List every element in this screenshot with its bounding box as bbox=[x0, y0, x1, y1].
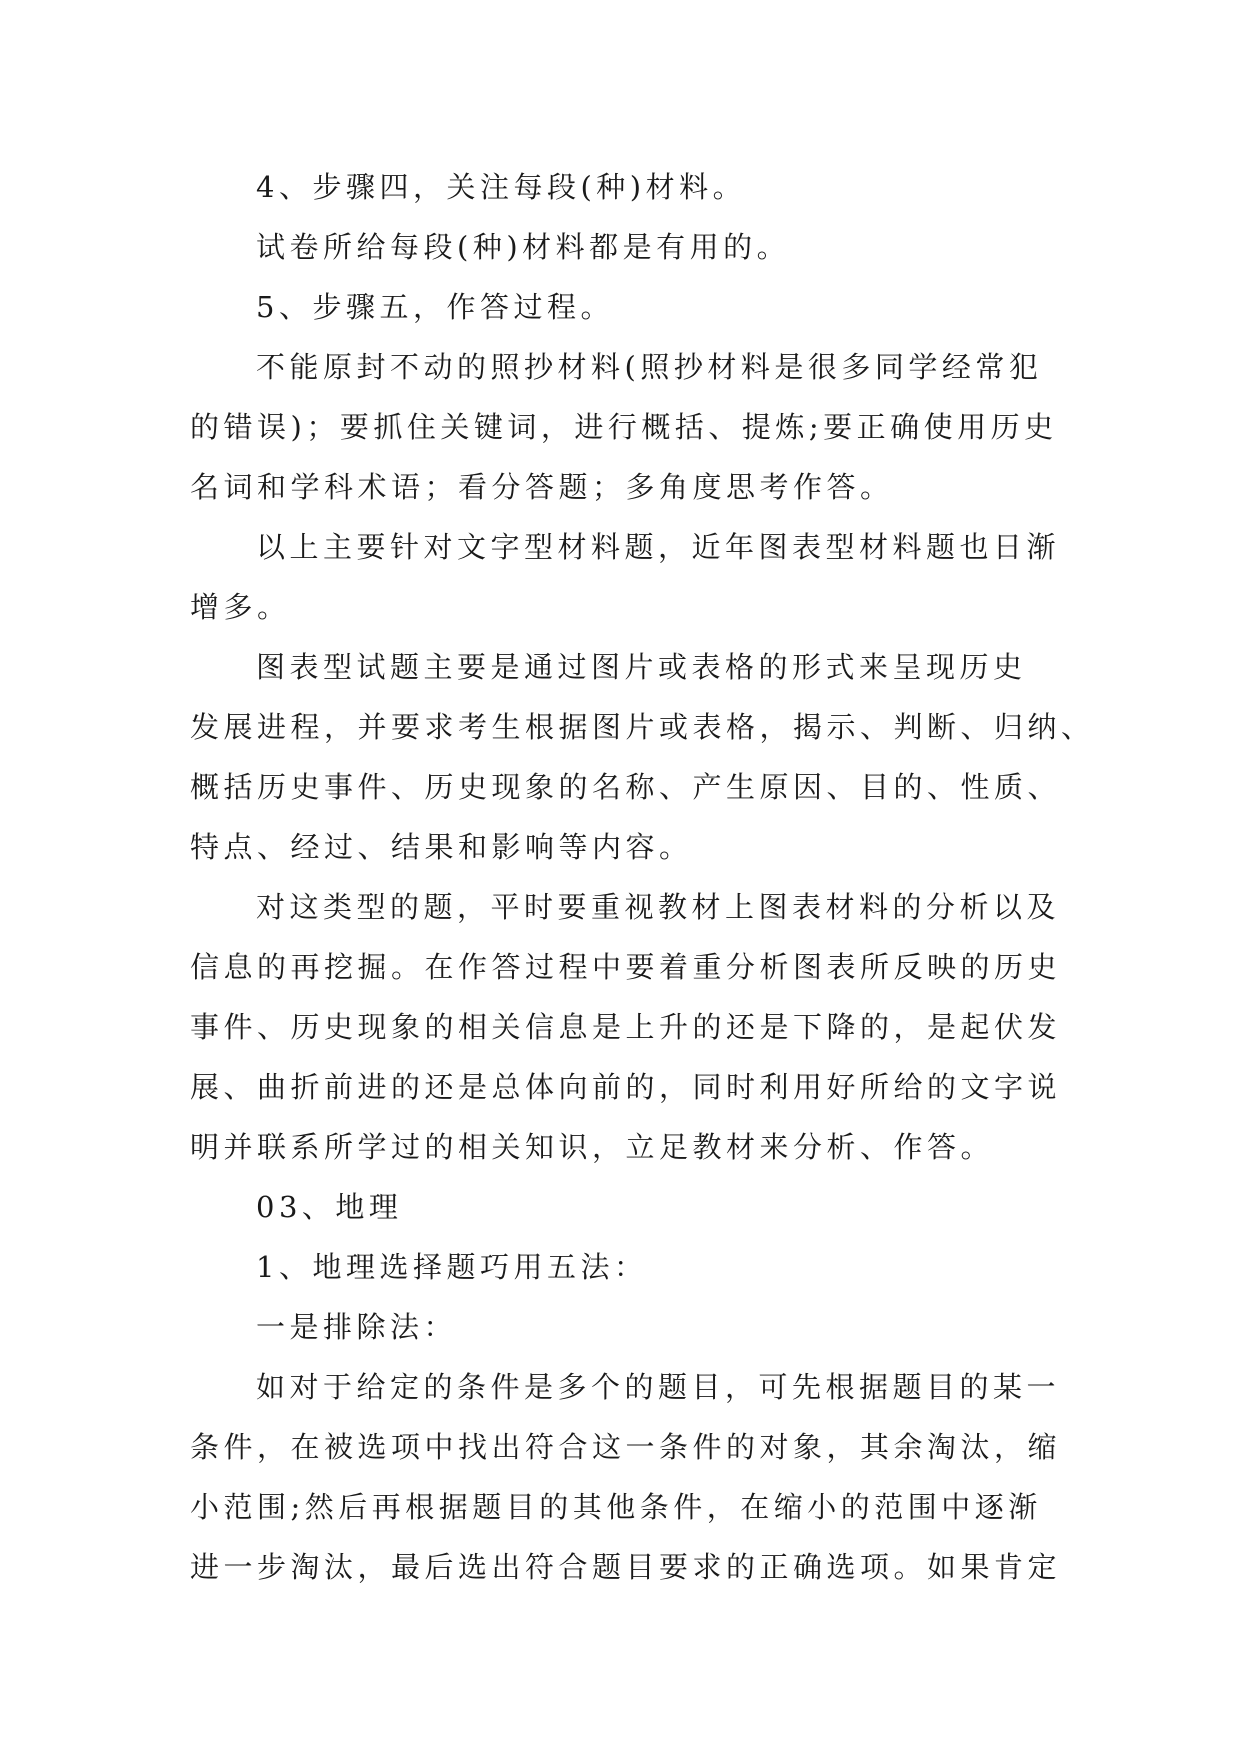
paragraph-line: 图表型试题主要是通过图片或表格的形式来呈现历史 bbox=[256, 650, 1027, 684]
paragraph-line: 明并联系所学过的相关知识，立足教材来分析、作答。 bbox=[190, 1130, 995, 1164]
paragraph-line: 条件，在被选项中找出符合这一条件的对象，其余淘汰，缩 bbox=[190, 1430, 1062, 1464]
paragraph-line: 发展进程，并要求考生根据图片或表格，揭示、判断、归纳、 bbox=[190, 710, 1095, 744]
paragraph-line: 小范围;然后再根据题目的其他条件，在缩小的范围中逐渐 bbox=[190, 1490, 1042, 1524]
paragraph-line: 5、步骤五，作答过程。 bbox=[256, 290, 614, 324]
paragraph-line: 如对于给定的条件是多个的题目，可先根据题目的某一 bbox=[256, 1370, 1061, 1404]
paragraph-line: 4、步骤四，关注每段(种)材料。 bbox=[256, 170, 747, 204]
paragraph-line: 不能原封不动的照抄材料(照抄材料是很多同学经常犯 bbox=[256, 350, 1043, 384]
paragraph-line: 信息的再挖掘。在作答过程中要着重分析图表所反映的历史 bbox=[190, 950, 1062, 984]
paragraph-line: 特点、经过、结果和影响等内容。 bbox=[190, 830, 693, 864]
paragraph-line: 事件、历史现象的相关信息是上升的还是下降的，是起伏发 bbox=[190, 1010, 1062, 1044]
paragraph-line: 对这类型的题，平时要重视教材上图表材料的分析以及 bbox=[256, 890, 1061, 924]
paragraph-line: 的错误)；要抓住关键词，进行概括、提炼;要正确使用历史 bbox=[190, 410, 1058, 444]
paragraph-line: 展、曲折前进的还是总体向前的，同时利用好所给的文字说 bbox=[190, 1070, 1062, 1104]
paragraph-line: 增多。 bbox=[190, 590, 291, 624]
paragraph-line: 概括历史事件、历史现象的名称、产生原因、目的、性质、 bbox=[190, 770, 1062, 804]
section-heading: 03、地理 bbox=[256, 1190, 403, 1224]
paragraph-line: 名词和学科术语；看分答题；多角度思考作答。 bbox=[190, 470, 894, 504]
paragraph-line: 试卷所给每段(种)材料都是有用的。 bbox=[256, 230, 791, 264]
paragraph-line: 进一步淘汰，最后选出符合题目要求的正确选项。如果肯定 bbox=[190, 1550, 1062, 1584]
subsection-heading: 1、地理选择题巧用五法： bbox=[256, 1250, 648, 1284]
method-heading: 一是排除法： bbox=[256, 1310, 458, 1344]
paragraph-line: 以上主要针对文字型材料题，近年图表型材料题也日渐 bbox=[256, 530, 1061, 564]
